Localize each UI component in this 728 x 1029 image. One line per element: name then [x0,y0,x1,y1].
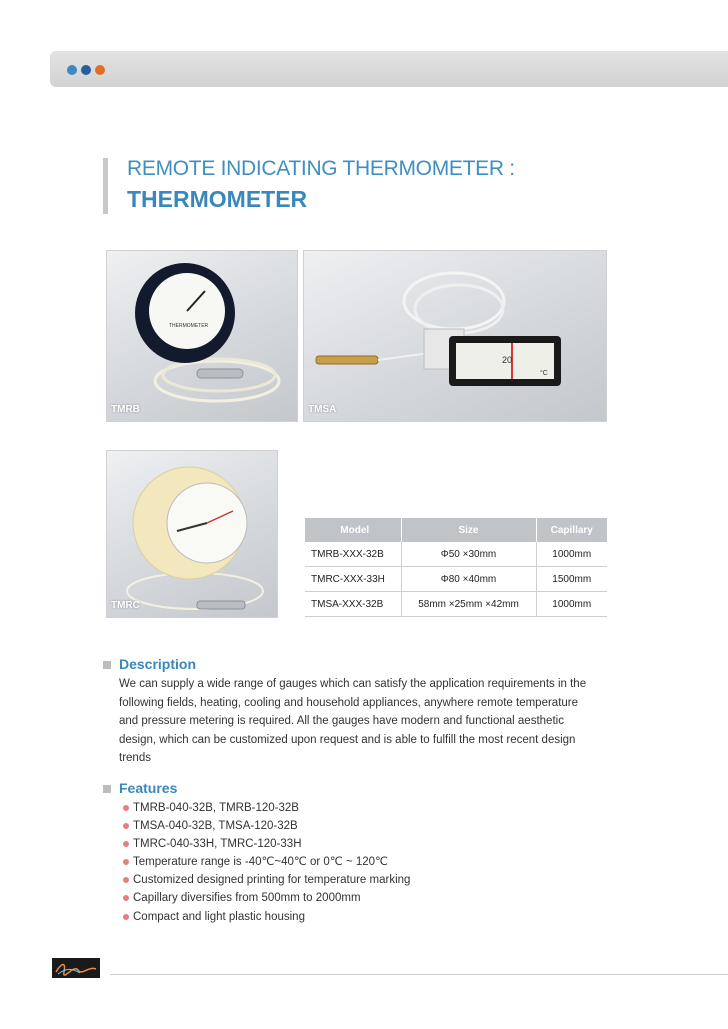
column-header-model: Model [305,518,401,542]
table-cell-size: Φ80 ×40mm [401,567,536,592]
description-text: We can supply a wide range of gauges which can satisfy the application requirements in the following fields, heating, cooling and household appliances, anywhere remote temperature and pressure metering is required. All the gauges have modern and functional aesthetic design, which can be customized upon request and is able to fulfill the most recent design trends [119,678,587,765]
table-cell-capillary: 1000mm [536,592,607,617]
description-heading: Description [119,656,197,672]
page-title-line2: THERMOMETER [127,186,308,212]
navy-dot-icon [81,65,91,75]
svg-text:THERMOMETER: THERMOMETER [169,323,209,329]
photo-label-tmrb: TMRB [111,404,140,415]
table-cell-size: 58mm ×25mm ×42mm [401,592,536,617]
photo-label-tmsa: TMSA [308,404,337,415]
list-item: Temperature range is -40℃~40℃ or 0℃ ~ 120℃ [119,853,410,871]
brand-logo [52,958,100,978]
table-cell-capillary: 1000mm [536,542,607,567]
specification-table [305,518,607,617]
section-marker-icon [103,785,111,793]
footer-divider [110,974,728,975]
table-cell-model: TMRB-XXX-32B [305,542,401,567]
list-item: TMSA-040-32B, TMSA-120-32B [119,817,410,835]
table-cell-model: TMRC-XXX-33H [305,567,401,592]
orange-dot-icon [95,65,105,75]
table-row [305,567,607,592]
table-cell-capillary: 1500mm [536,567,607,592]
rectangular-thermometer-image [304,251,606,421]
features-heading: Features [119,780,178,796]
blue-dot-icon [67,65,77,75]
section-marker-icon [103,661,111,669]
list-item: TMRB-040-32B, TMRB-120-32B [119,799,410,817]
column-header-capillary: Capillary [536,518,607,542]
table-cell-model: TMSA-XXX-32B [305,592,401,617]
table-cell-size: Φ50 ×30mm [401,542,536,567]
product-photo-tmrc [106,450,278,618]
table-row [305,542,607,567]
list-item: Capillary diversifies from 500mm to 2000mm [119,889,410,907]
product-photo-tmsa [303,250,607,422]
photo-label-tmrc: TMRC [111,600,140,611]
svg-text:20: 20 [502,355,513,365]
table-row [305,592,607,617]
page-title-line1: REMOTE INDICATING THERMOMETER : [127,157,515,180]
title-accent-bar [103,158,108,214]
product-photo-tmrb [106,250,298,422]
list-item: Compact and light plastic housing [119,908,410,926]
round-thermometer-image [107,251,297,421]
signature-logo-icon [52,958,100,978]
table-header-row [305,518,607,542]
column-header-size: Size [401,518,536,542]
features-list [119,799,410,926]
list-item: TMRC-040-33H, TMRC-120-33H [119,835,410,853]
svg-text:°C: °C [540,370,548,377]
top-header-bar [50,51,728,87]
list-item: Customized designed printing for temperature marking [119,871,410,889]
flanged-thermometer-image [107,451,277,617]
